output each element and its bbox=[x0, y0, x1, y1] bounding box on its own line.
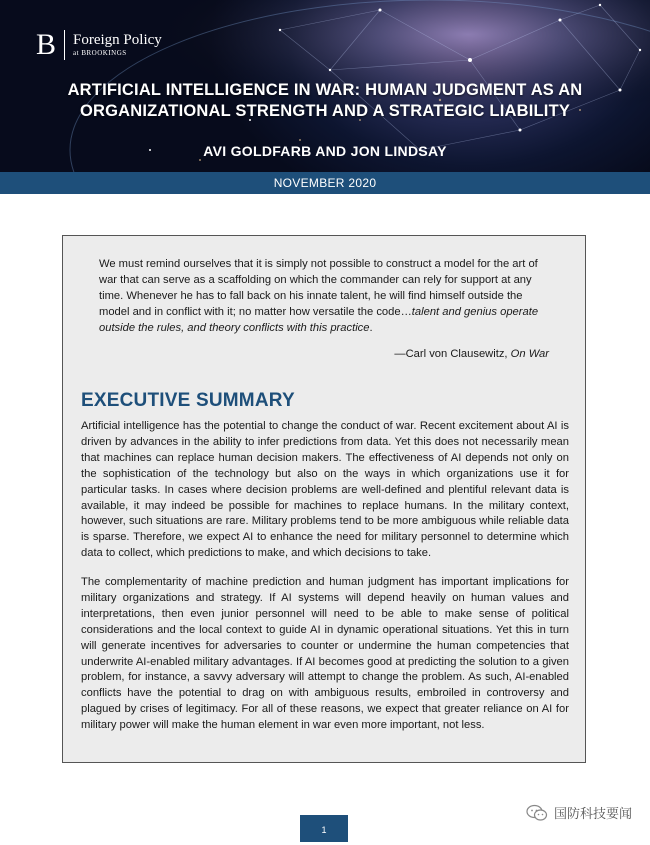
page-number: 1 bbox=[300, 815, 348, 842]
epigraph bbox=[99, 256, 551, 336]
authors: AVI GOLDFARB AND JON LINDSAY bbox=[203, 143, 447, 159]
brand-text bbox=[73, 30, 162, 58]
date-band bbox=[0, 172, 650, 194]
brand-letter: B bbox=[36, 30, 65, 60]
brookings-logo bbox=[36, 30, 162, 60]
epigraph-attribution bbox=[394, 348, 549, 360]
epigraph-italic: talent and genius operate outside the rules, and theory conflicts with this practice bbox=[99, 306, 539, 334]
summary-paragraph-1: Artificial intelligence has the potential to change the conduct of war. Recent excitement about AI is driven by advances in the ability to infer predictions from data. Yet this does not necessarily mean that machines can replace human decision makers. The effectiveness of AI depends not only on the sophistication of the technology but also on the ways in which organizations use it for particular tasks. In cases where decision problems are well-defined and plentiful relevant data is available, it may indeed be possible for machines to replace humans. In the military context, however, such situations are rare. Military problems tend to be more ambiguous while reliable data is sparse. Therefore, we expect AI to enhance the need for military personnel to determine which data to collect, which predictions to make, and which decisions to take. bbox=[81, 420, 569, 560]
wechat-icon bbox=[526, 804, 548, 822]
brand-sub: at BROOKINGS bbox=[73, 49, 127, 57]
epigraph-end: . bbox=[369, 322, 373, 334]
attribution-work: On War bbox=[510, 348, 549, 360]
cover-banner bbox=[0, 0, 650, 172]
watermark bbox=[526, 803, 632, 822]
title-line-2: ORGANIZATIONAL STRENGTH AND A STRATEGIC LIABILITY bbox=[79, 102, 571, 120]
title-line-1: ARTIFICIAL INTELLIGENCE IN WAR: HUMAN JUDGMENT AS AN bbox=[67, 81, 583, 99]
publication-date: NOVEMBER 2020 bbox=[273, 176, 377, 190]
report-title bbox=[40, 80, 610, 122]
content-box bbox=[62, 235, 586, 763]
section-heading: EXECUTIVE SUMMARY bbox=[81, 390, 295, 411]
brand-name: Foreign Policy bbox=[73, 32, 162, 48]
watermark-text: 国防科技要闻 bbox=[553, 806, 632, 821]
epigraph-text: We must remind ourselves that it is simply not possible to construct a model for the art of war that can serve as a scaffolding on which the commander can rely for support at any time. Whenever he has to fall back on his innate talent, he will find himself outside the model and in conflict with it; no matter how versatile the code… bbox=[99, 258, 538, 318]
summary-paragraph-2: The complementarity of machine prediction and human judgment has important implications for military organizations and strategy. If AI systems will depend heavily on human values and interpretations, then even junior personnel will need to be able to make sense of political considerations and the local context to guide AI in dynamic operational situations. Yet this in turn will generate incentives for adversaries to counter or undermine the human competencies that underwrite AI-enabled military advantages. If AI becomes good at predicting the solution to a given problem, for instance, a savvy adversary will attempt to change the problem. As such, AI-enabled conflicts have the potential to drag on with ambiguous results, embroiled in controversy and plagued by crises of legitimacy. For all of these reasons, we expect that greater reliance on AI for military power will make the human element in war even more important, not less. bbox=[81, 576, 569, 732]
attribution-author: —Carl von Clausewitz, bbox=[394, 348, 511, 360]
